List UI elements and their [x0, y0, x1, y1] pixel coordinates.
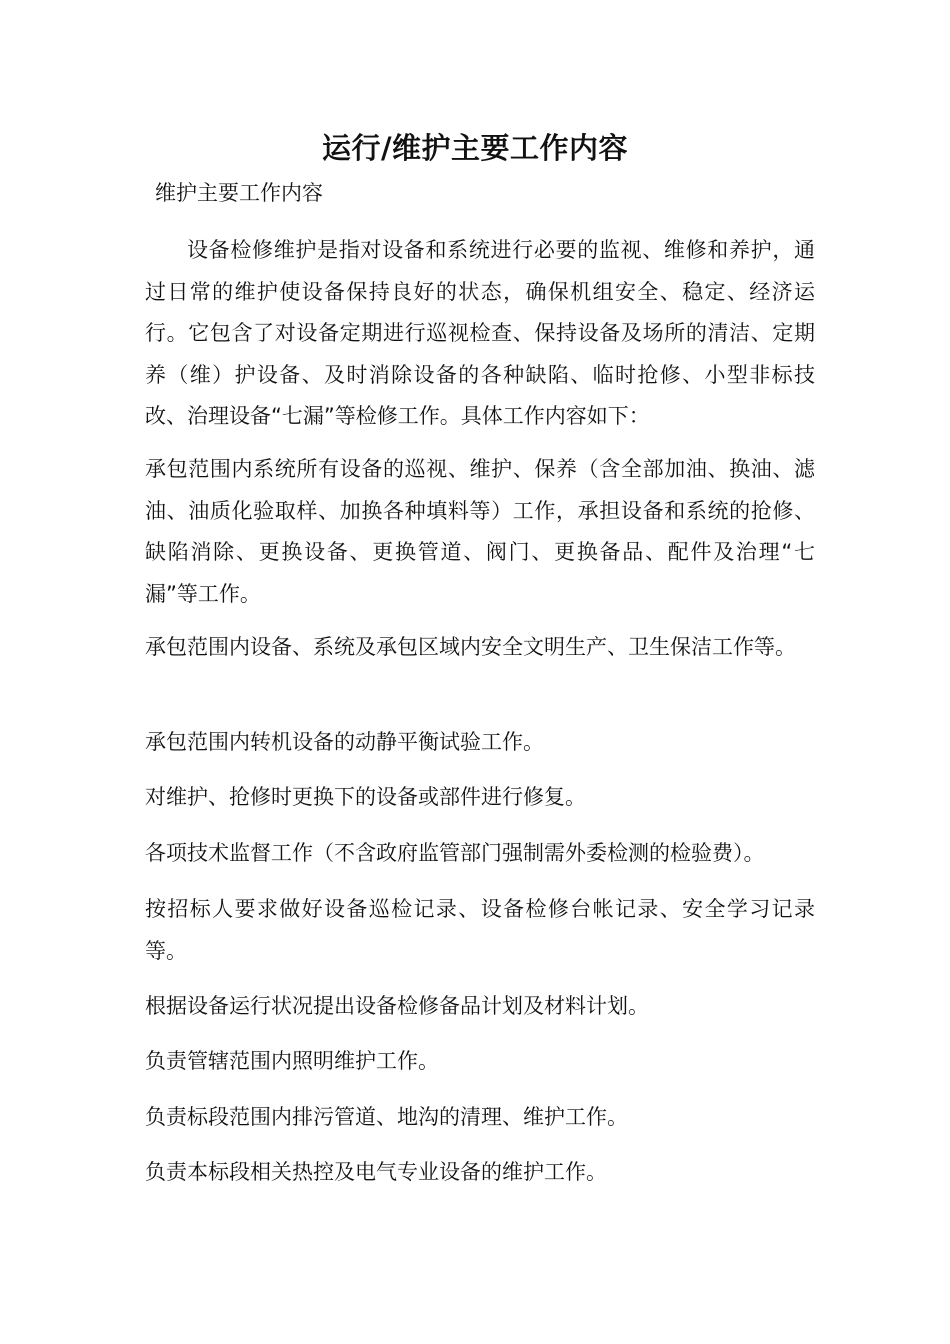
work-item: 承包范围内系统所有设备的巡视、维护、保养（含全部加油、换油、滤油、油质化验取样、加换各种填料等）工作，承担设备和系统的抢修、缺陷消除、更换设备、更换管道、阀门、更换备品、配件及治理“七漏”等工作。 [145, 457, 815, 606]
section-heading: 维护主要工作内容 [155, 181, 323, 205]
page-title: 运行/维护主要工作内容 [321, 131, 629, 165]
work-item: 对维护、抢修时更换下的设备或部件进行修复。 [145, 785, 586, 809]
work-item: 负责管辖范围内照明维护工作。 [145, 1049, 439, 1073]
work-item: 各项技术监督工作（不含政府监管部门强制需外委检测的检验费）。 [145, 841, 765, 865]
work-item: 负责标段范围内排污管道、地沟的清理、维护工作。 [145, 1105, 628, 1129]
work-item: 承包范围内转机设备的动静平衡试验工作。 [145, 730, 544, 754]
work-item: 根据设备运行状况提出设备检修备品计划及材料计划。 [145, 994, 649, 1018]
work-item: 负责本标段相关热控及电气专业设备的维护工作。 [145, 1160, 607, 1184]
work-item: 承包范围内设备、系统及承包区域内安全文明生产、卫生保洁工作等。 [145, 635, 796, 659]
work-item: 按招标人要求做好设备巡检记录、设备检修台帐记录、安全学习记录等。 [145, 897, 815, 963]
intro-paragraph: 设备检修维护是指对设备和系统进行必要的监视、维修和养护，通过日常的维护使设备保持良好的状态，确保机组安全、稳定、经济运行。它包含了对设备定期进行巡视检查、保持设备及场所的清洁、定期养（维）护设备、及时消除设备的各种缺陷、临时抢修、小型非标技改、治理设备“七漏”等检修工作。具体工作内容如下： [145, 238, 815, 429]
